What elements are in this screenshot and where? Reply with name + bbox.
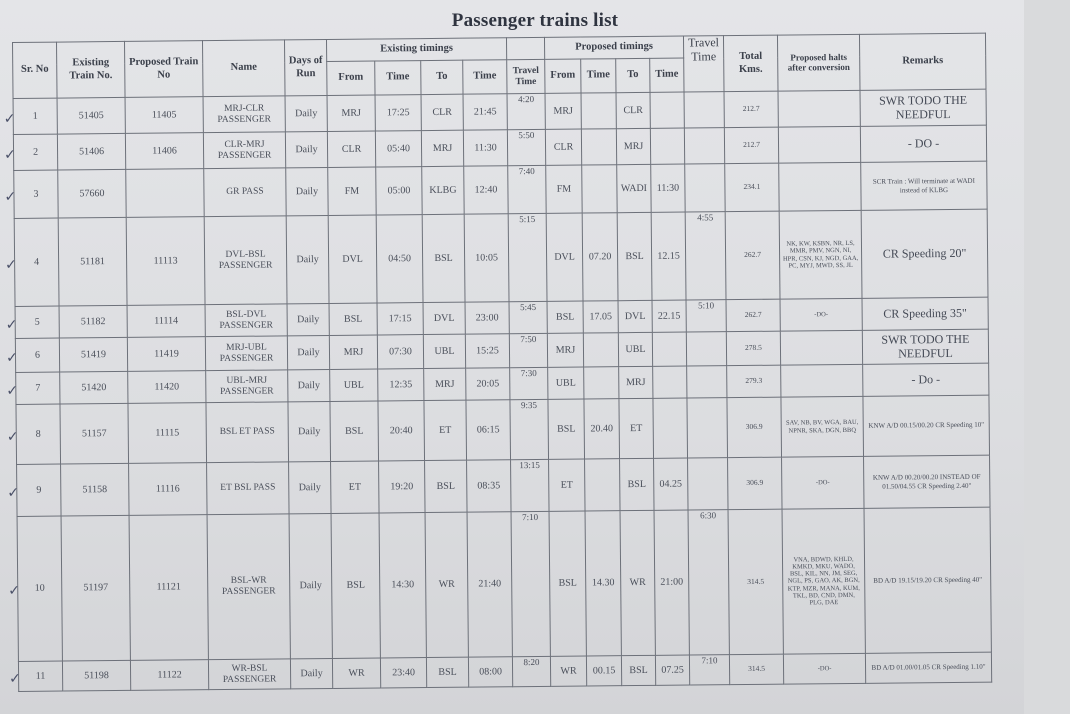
cell-remarks: SWR TODO THE NEEDFUL [860, 89, 986, 126]
cell-name: DVL-BSL PASSENGER [204, 216, 287, 305]
cell-pr-arr: 07.25 [655, 655, 689, 685]
cell-remarks: BD A/D 01.00/01.05 CR Speeding 1.10" [865, 652, 991, 683]
cell-name: MRJ-UBL PASSENGER [205, 336, 287, 371]
cell-ex-from: UBL [330, 369, 378, 401]
cell-pr-arr [650, 128, 684, 164]
cell-days: Daily [285, 131, 327, 167]
cell-pr-from: DVL [546, 213, 583, 301]
cell-remarks: CR Speeding 35" [862, 297, 988, 330]
cell-existing-no: 51405 [57, 97, 125, 134]
cell-ex-dep: 19:20 [379, 461, 425, 513]
cell-ex-from: BSL [330, 401, 379, 461]
cell-remarks: KNW A/D 00.20/00.20 INSTEAD OF 01.50/04.55 CR Speeding 2.40" [864, 455, 990, 508]
sr-number: 2 [33, 146, 39, 158]
cell-days: Daily [288, 401, 331, 461]
cell-pr-from: BSL [548, 399, 585, 459]
cell-days: Daily [289, 513, 332, 658]
cell-sr-no [8, 516, 62, 661]
cell-pr-to: BSL [621, 655, 655, 685]
table-row [17, 455, 990, 516]
header-existing-travel-blank [506, 37, 544, 59]
cell-ex-to: ET [424, 400, 467, 460]
cell-proposed-no: 11405 [125, 97, 203, 134]
header-days-of-run: Days of Run [284, 39, 327, 95]
cell-remarks: KNW A/D 00.15/00.20 CR Speeding 10" [863, 395, 990, 456]
sr-number: 1 [32, 110, 38, 122]
cell-ex-from: DVL [328, 215, 377, 303]
cell-existing-no: 51406 [57, 133, 125, 170]
cell-name: BSL-WR PASSENGER [207, 514, 290, 660]
cell-days: Daily [287, 303, 329, 335]
cell-kms: 212.7 [724, 127, 778, 164]
cell-sr-no [7, 464, 61, 516]
cell-pr-arr: 12.15 [651, 212, 686, 300]
cell-pr-travel [684, 92, 724, 128]
header-proposed-train-no: Proposed Train No [124, 41, 203, 98]
cell-remarks: - Do - [863, 363, 989, 396]
tick-mark-icon: ✓ [4, 146, 16, 163]
cell-ex-from: MRJ [327, 95, 375, 131]
cell-kms: 314.5 [729, 654, 783, 685]
cell-pr-dep [583, 333, 618, 367]
cell-remarks: SCR Train : Will terminate at WADI instead of KLBG [861, 161, 987, 210]
cell-existing-no: 51420 [60, 371, 128, 404]
cell-ex-dep: 23:40 [380, 658, 426, 688]
cell-existing-no: 51181 [58, 217, 127, 306]
cell-kms: 306.9 [728, 457, 782, 510]
cell-proposed-no: 11116 [129, 463, 207, 516]
cell-pr-travel [688, 458, 728, 510]
cell-name: MRJ-CLR PASSENGER [203, 96, 285, 133]
cell-name: BSL-DVL PASSENGER [205, 304, 287, 337]
cell-pr-from: FM [546, 165, 582, 213]
cell-kms: 262.7 [725, 211, 780, 300]
cell-sr-no [6, 372, 60, 404]
cell-pr-to: WR [620, 510, 655, 655]
cell-ex-dep: 07:30 [377, 335, 423, 369]
cell-halts [780, 330, 862, 365]
tick-mark-icon: ✓ [6, 382, 19, 399]
cell-sr-no [4, 134, 57, 170]
cell-pr-to: WADI [617, 164, 651, 212]
cell-ex-from: CLR [327, 131, 375, 167]
cell-ex-arr: 21:40 [467, 512, 512, 657]
cell-ex-from: BSL [331, 513, 380, 658]
cell-ex-arr: 12:40 [464, 166, 508, 214]
cell-ex-travel: 5:50 [507, 129, 545, 165]
cell-existing-no: 51158 [61, 463, 129, 516]
cell-name: BSL ET PASS [206, 402, 289, 463]
header-proposed-halts: Proposed halts after conversion [777, 34, 860, 91]
sr-number: 3 [33, 188, 39, 200]
cell-ex-travel: 4:20 [507, 93, 545, 129]
header-ex-time: Time [375, 61, 421, 95]
cell-pr-dep [582, 165, 617, 213]
header-proposed-travel-time: Travel Time [683, 36, 724, 92]
cell-pr-arr: 22.15 [652, 300, 686, 332]
cell-ex-dep: 17:25 [375, 95, 421, 131]
cell-pr-dep [584, 367, 619, 399]
cell-pr-arr [653, 366, 687, 398]
cell-ex-dep: 05:00 [376, 167, 422, 215]
cell-ex-dep: 05:40 [375, 131, 421, 167]
cell-proposed-no [126, 169, 204, 218]
cell-pr-from: MRJ [547, 333, 583, 367]
tick-mark-icon: ✓ [4, 188, 17, 205]
cell-ex-dep: 20:40 [378, 401, 425, 461]
cell-sr-no [6, 404, 61, 464]
cell-halts: NK, KW, KSBN, NR, LS, MMR, PMV, NGN, NI, HPR, CSN, KJ, NGD, GAA, PC, MYJ, MWD, SS, JL [779, 210, 862, 299]
tick-mark-icon: ✓ [5, 256, 17, 273]
cell-kms: 262.7 [726, 299, 780, 332]
cell-existing-no: 51182 [59, 305, 127, 338]
cell-pr-from: MRJ [545, 93, 581, 129]
header-pr-time-arr: Time [650, 58, 684, 92]
table-row [16, 395, 990, 464]
tick-mark-icon: ✓ [7, 484, 20, 501]
cell-ex-travel: 5:15 [508, 213, 547, 301]
cell-pr-dep [581, 129, 616, 165]
tick-mark-icon: ✓ [8, 583, 21, 600]
cell-ex-travel: 5:45 [509, 301, 547, 333]
header-ex-from: From [327, 61, 375, 95]
header-sr-no: Sr. No [13, 42, 58, 98]
cell-ex-arr: 20:05 [466, 368, 510, 400]
cell-pr-arr [652, 332, 686, 366]
cell-pr-to: DVL [618, 300, 652, 332]
cell-ex-to: WR [425, 512, 468, 657]
sr-number: 7 [35, 382, 41, 394]
cell-days: Daily [286, 167, 328, 215]
cell-pr-travel: 6:30 [688, 510, 729, 655]
cell-proposed-no: 11114 [127, 305, 205, 338]
cell-ex-travel: 7:10 [511, 511, 550, 656]
cell-pr-from: UBL [548, 367, 584, 399]
cell-pr-dep: 14.30 [585, 511, 621, 656]
cell-ex-from: FM [328, 167, 376, 215]
tick-mark-icon: ✓ [3, 110, 16, 127]
cell-days: Daily [290, 658, 332, 688]
cell-pr-to: BSL [617, 212, 652, 300]
cell-pr-to: CLR [616, 92, 650, 128]
table-row [14, 209, 988, 306]
cell-name: ET BSL PASS [207, 462, 289, 515]
cell-sr-no [5, 218, 59, 306]
cell-ex-to: BSL [426, 657, 468, 687]
header-proposed-timings: Proposed timings [544, 36, 683, 59]
header-pr-to: To [616, 58, 650, 92]
cell-ex-arr: 10:05 [464, 214, 509, 302]
cell-kms: 212.7 [724, 91, 778, 128]
cell-sr-no [5, 306, 59, 338]
cell-name: GR PASS [204, 168, 286, 217]
sr-number: 4 [34, 256, 40, 268]
cell-pr-to: MRJ [619, 366, 653, 398]
cell-ex-from: MRJ [329, 335, 377, 369]
table-wrapper [3, 33, 992, 692]
cell-pr-to: BSL [620, 458, 654, 510]
sr-number: 11 [35, 670, 46, 682]
cell-remarks: - DO - [860, 125, 986, 162]
cell-existing-no: 51157 [60, 403, 129, 464]
cell-pr-travel [685, 164, 725, 212]
cell-pr-travel [684, 128, 724, 164]
table-row [17, 507, 991, 661]
cell-name: UBL-MRJ PASSENGER [206, 370, 288, 403]
cell-proposed-no: 11113 [126, 217, 205, 306]
tick-mark-icon: ✓ [5, 316, 18, 333]
cell-pr-to: ET [619, 398, 654, 458]
cell-pr-travel: 7:10 [689, 655, 729, 685]
cell-ex-arr: 06:15 [466, 400, 511, 460]
cell-kms: 234.1 [725, 163, 779, 212]
tick-mark-icon: ✓ [6, 428, 19, 445]
header-total-kms: Total Kms. [723, 35, 778, 92]
sr-number: 10 [34, 582, 45, 595]
cell-pr-dep [585, 459, 620, 511]
cell-halts: -DO- [782, 456, 864, 509]
cell-pr-to: UBL [618, 332, 652, 366]
cell-pr-travel [686, 332, 726, 366]
cell-days: Daily [287, 335, 329, 369]
cell-halts: SAV, NB, BV, WGA, BAU, NPNR, SKA, DGN, BBQ [781, 396, 864, 457]
cell-days: Daily [286, 215, 329, 303]
cell-pr-from: BSL [549, 511, 586, 656]
cell-halts [778, 90, 860, 127]
cell-ex-to: MRJ [421, 130, 463, 166]
cell-ex-dep: 17:15 [377, 303, 423, 335]
cell-kms: 278.5 [726, 331, 780, 366]
cell-halts [781, 364, 863, 397]
cell-pr-arr [650, 92, 684, 128]
cell-pr-travel [687, 398, 728, 458]
cell-kms: 314.5 [728, 509, 783, 655]
cell-days: Daily [285, 95, 327, 131]
cell-ex-dep: 12:35 [378, 369, 424, 401]
header-ex-travel-time: Travel Time [507, 59, 545, 93]
cell-pr-dep: 20.40 [584, 399, 620, 459]
sr-number: 6 [34, 349, 41, 361]
header-pr-from: From [545, 59, 581, 93]
cell-ex-to: BSL [422, 214, 465, 302]
cell-existing-no: 51419 [59, 337, 127, 372]
cell-pr-to: MRJ [616, 128, 650, 164]
cell-proposed-no: 11122 [130, 660, 208, 691]
cell-pr-from: WR [550, 656, 586, 686]
cell-sr-no [5, 338, 59, 372]
cell-ex-from: BSL [329, 303, 377, 335]
cell-ex-travel: 8:20 [512, 656, 550, 686]
cell-pr-from: ET [549, 459, 585, 511]
cell-halts [778, 126, 860, 163]
cell-halts: -DO- [783, 653, 865, 684]
sr-number: 5 [34, 316, 40, 328]
cell-ex-to: CLR [421, 94, 463, 130]
cell-sr-no [4, 170, 58, 218]
cell-pr-dep [581, 93, 616, 129]
cell-proposed-no: 11115 [128, 403, 207, 464]
cell-halts: -DO- [780, 298, 862, 331]
cell-ex-arr: 08:35 [467, 460, 511, 512]
cell-ex-travel: 13:15 [511, 459, 549, 511]
cell-remarks: CR Speeding 20" [861, 209, 988, 298]
cell-halts [779, 162, 861, 211]
cell-ex-to: MRJ [424, 368, 466, 400]
cell-kms: 306.9 [727, 397, 782, 458]
cell-ex-from: ET [331, 461, 379, 513]
cell-proposed-no: 11121 [129, 515, 208, 661]
cell-sr-no [9, 661, 62, 691]
cell-remarks: BD A/D 19.15/19.20 CR Speeding 40" [864, 507, 991, 653]
header-pr-time: Time [581, 59, 616, 93]
cell-ex-from: WR [332, 658, 380, 688]
cell-ex-arr: 23:00 [465, 302, 509, 334]
cell-pr-arr: 11:30 [651, 164, 685, 212]
cell-name: WR-BSL PASSENGER [208, 659, 290, 690]
cell-existing-no: 57660 [58, 169, 126, 218]
cell-kms: 279.3 [727, 365, 781, 398]
cell-halts: VNA, BDWD, KHLD, KMKD, MKU, WADO, BSL, KIL, NN, JM, SEG, NGL, PS, GAO, AK, BGN, KTP, MZR, MANA, KUM, TKL, BD, CND, DMN, PLG, DAE [782, 508, 865, 654]
cell-pr-arr: 21:00 [654, 510, 689, 655]
tick-mark-icon: ✓ [9, 670, 21, 687]
passenger-trains-table [3, 33, 992, 692]
cell-proposed-no: 11420 [128, 371, 206, 404]
cell-proposed-no: 11419 [127, 337, 205, 372]
header-name: Name [202, 40, 285, 97]
header-ex-to: To [421, 60, 463, 94]
tick-mark-icon: ✓ [5, 349, 18, 366]
sr-number: 9 [36, 484, 42, 496]
cell-pr-travel [687, 366, 727, 398]
cell-ex-travel: 7:50 [509, 333, 547, 367]
cell-ex-dep: 04:50 [376, 215, 423, 303]
cell-ex-arr: 21:45 [463, 94, 507, 130]
cell-ex-arr: 11:30 [463, 130, 507, 166]
cell-pr-dep: 17.05 [583, 301, 618, 333]
cell-sr-no [3, 98, 57, 134]
cell-name: CLR-MRJ PASSENGER [203, 132, 285, 169]
cell-pr-arr: 04.25 [654, 458, 688, 510]
cell-pr-from: CLR [545, 129, 581, 165]
cell-ex-travel: 9:35 [510, 399, 549, 459]
cell-proposed-no: 11406 [125, 133, 203, 170]
cell-remarks: SWR TODO THE NEEDFUL [862, 329, 988, 364]
cell-ex-dep: 14:30 [379, 513, 426, 658]
cell-existing-no: 51197 [61, 515, 130, 661]
cell-pr-dep: 00.15 [586, 656, 621, 686]
cell-ex-to: UBL [423, 334, 465, 368]
cell-existing-no: 51198 [62, 660, 130, 691]
cell-pr-arr [653, 398, 688, 458]
header-existing-train-no: Existing Train No. [57, 41, 126, 98]
cell-ex-to: DVL [423, 302, 465, 334]
cell-ex-arr: 15:25 [465, 334, 509, 368]
cell-pr-travel: 5:10 [686, 300, 726, 332]
cell-pr-from: BSL [547, 301, 583, 333]
page-title: Passenger trains list [451, 10, 619, 31]
cell-days: Daily [289, 461, 331, 513]
cell-ex-to: BSL [425, 460, 467, 512]
header-ex-time-arr: Time [463, 60, 507, 94]
cell-pr-dep: 07.20 [582, 213, 618, 301]
header-existing-timings: Existing timings [326, 38, 506, 62]
sr-number: 8 [35, 428, 41, 440]
cell-pr-travel: 4:55 [685, 212, 726, 300]
cell-days: Daily [288, 369, 330, 401]
cell-ex-travel: 7:40 [508, 165, 546, 213]
cell-ex-travel: 7:30 [510, 367, 548, 399]
header-remarks: Remarks [859, 33, 986, 90]
cell-ex-arr: 08:00 [468, 657, 512, 687]
cell-ex-to: KLBG [422, 166, 464, 214]
